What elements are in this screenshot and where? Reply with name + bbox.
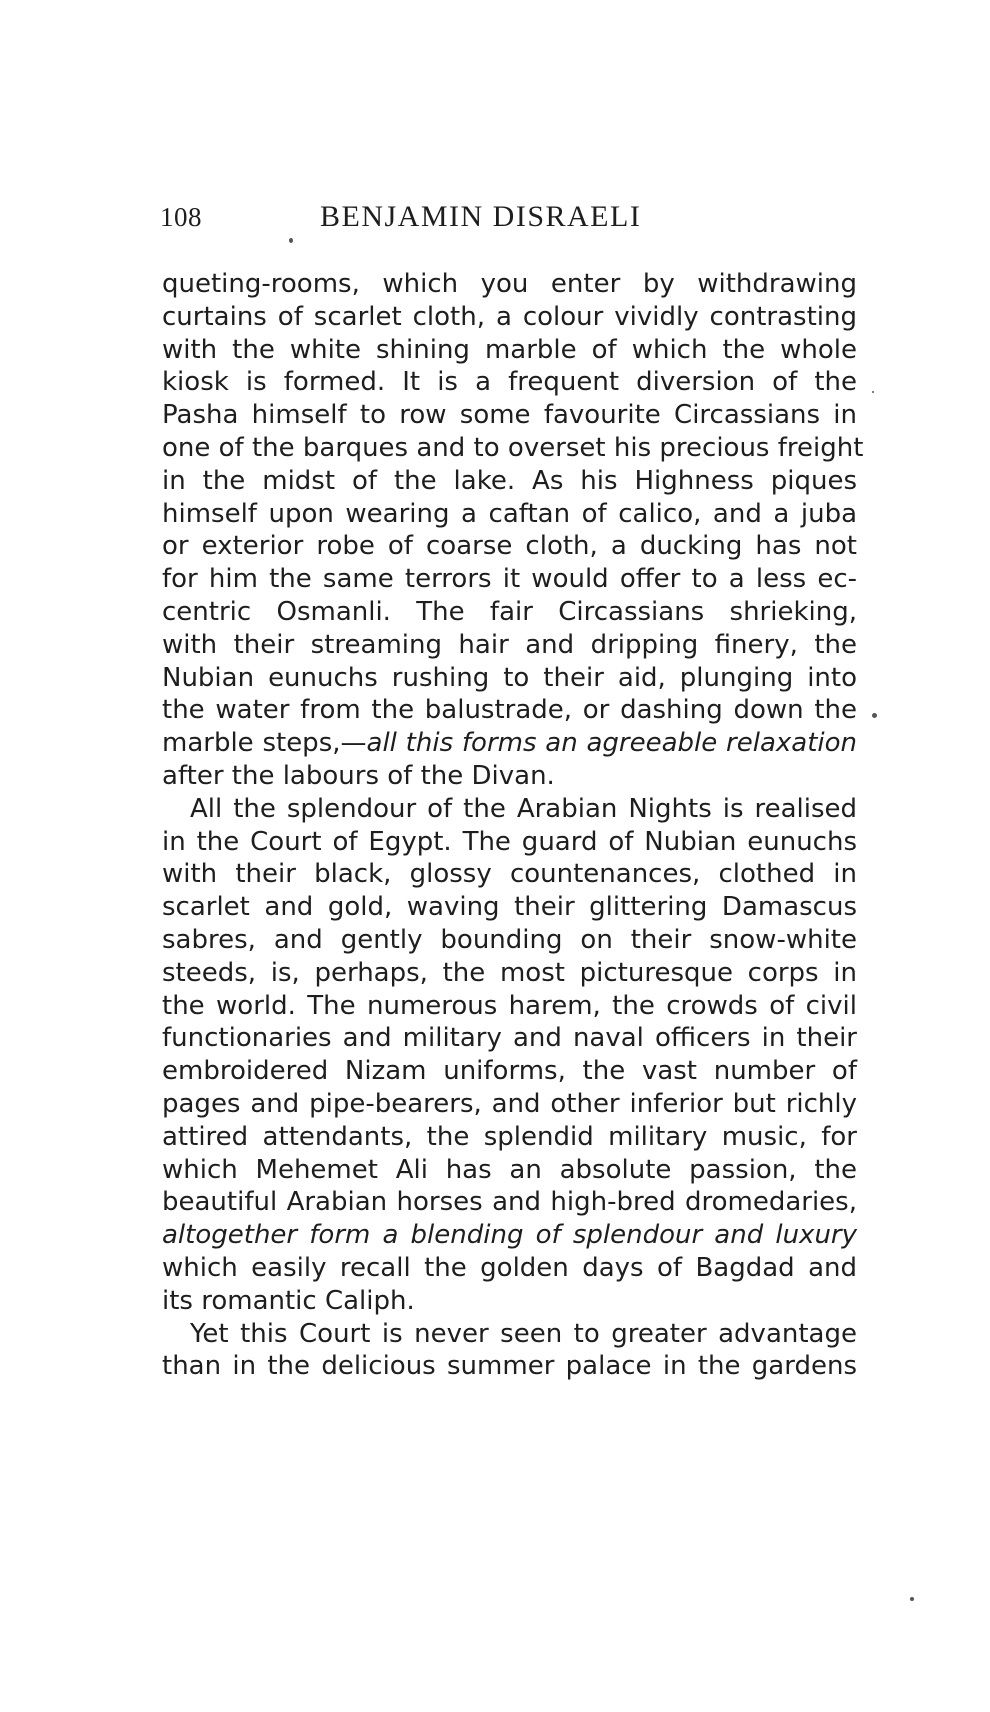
running-head	[160, 200, 860, 240]
text-line-paragraph-start: Yet this Court is never seen to greater advantage	[190, 1318, 857, 1349]
text-line: which Mehemet Ali has an absolute passion, the	[162, 1154, 857, 1185]
text-line-italic: altogether form a blending of splendour and luxury	[162, 1220, 857, 1251]
text-line: in the midst of the lake. As his Highness piques	[162, 465, 857, 496]
text-line: the water from the balustrade, or dashing down the	[162, 695, 857, 726]
text-line: sabres, and gently bounding on their snow-white	[162, 924, 857, 955]
text-line: kiosk is formed. It is a frequent diversion of the	[162, 367, 857, 398]
scan-speck	[872, 391, 874, 393]
text-line: attired attendants, the splendid military music, for	[162, 1121, 857, 1152]
text-roman: marble steps,—	[162, 728, 367, 759]
text-line-mixed	[162, 727, 857, 760]
text-line: with their streaming hair and dripping finery, the	[162, 629, 857, 660]
text-line: pages and pipe-bearers, and other inferior but richly	[162, 1088, 857, 1119]
text-italic: all this forms an agreeable relaxation	[366, 728, 857, 759]
text-line: steeds, is, perhaps, the most picturesque corps in	[162, 957, 857, 988]
scan-speck	[872, 713, 877, 718]
text-line: the world. The numerous harem, the crowds of civil	[162, 990, 857, 1021]
text-line: or exterior robe of coarse cloth, a ducking has not	[162, 531, 857, 562]
scan-speck	[289, 238, 293, 243]
text-line-paragraph-end: after the labours of the Divan.	[162, 760, 555, 791]
text-line: Nubian eunuchs rushing to their aid, plunging into	[162, 662, 857, 693]
text-line: which easily recall the golden days of Bagdad and	[162, 1252, 857, 1283]
scan-speck	[910, 1597, 914, 1601]
book-title: BENJAMIN DISRAELI	[320, 200, 642, 233]
text-line: than in the delicious summer palace in the gardens	[162, 1351, 857, 1382]
text-line: beautiful Arabian horses and high-bred dromedaries,	[162, 1187, 857, 1218]
text-line: for him the same terrors it would offer to a less ec-	[162, 564, 857, 595]
text-line: queting-rooms, which you enter by withdrawing	[162, 269, 857, 299]
text-line: centric Osmanli. The fair Circassians shrieking,	[162, 596, 857, 627]
text-line: with the white shining marble of which the whole	[162, 334, 857, 365]
text-line: one of the barques and to overset his precious freight	[162, 432, 864, 463]
text-line: in the Court of Egypt. The guard of Nubian eunuchs	[162, 826, 857, 857]
text-line-paragraph-start: All the splendour of the Arabian Nights is realised	[190, 793, 857, 824]
body-text	[162, 268, 864, 1383]
text-line: Pasha himself to row some favourite Circassians in	[162, 400, 857, 431]
text-line: scarlet and gold, waving their glittering Damascus	[162, 892, 857, 923]
text-line-paragraph-end: its romantic Caliph.	[162, 1285, 415, 1316]
text-line: himself upon wearing a caftan of calico, and a juba	[162, 498, 857, 529]
page-number: 108	[160, 202, 202, 232]
text-line: with their black, glossy countenances, clothed in	[162, 859, 857, 890]
text-line: functionaries and military and naval officers in their	[162, 1023, 857, 1054]
text-line: embroidered Nizam uniforms, the vast number of	[162, 1056, 857, 1087]
text-line: curtains of scarlet cloth, a colour vividly contrasting	[162, 301, 857, 332]
